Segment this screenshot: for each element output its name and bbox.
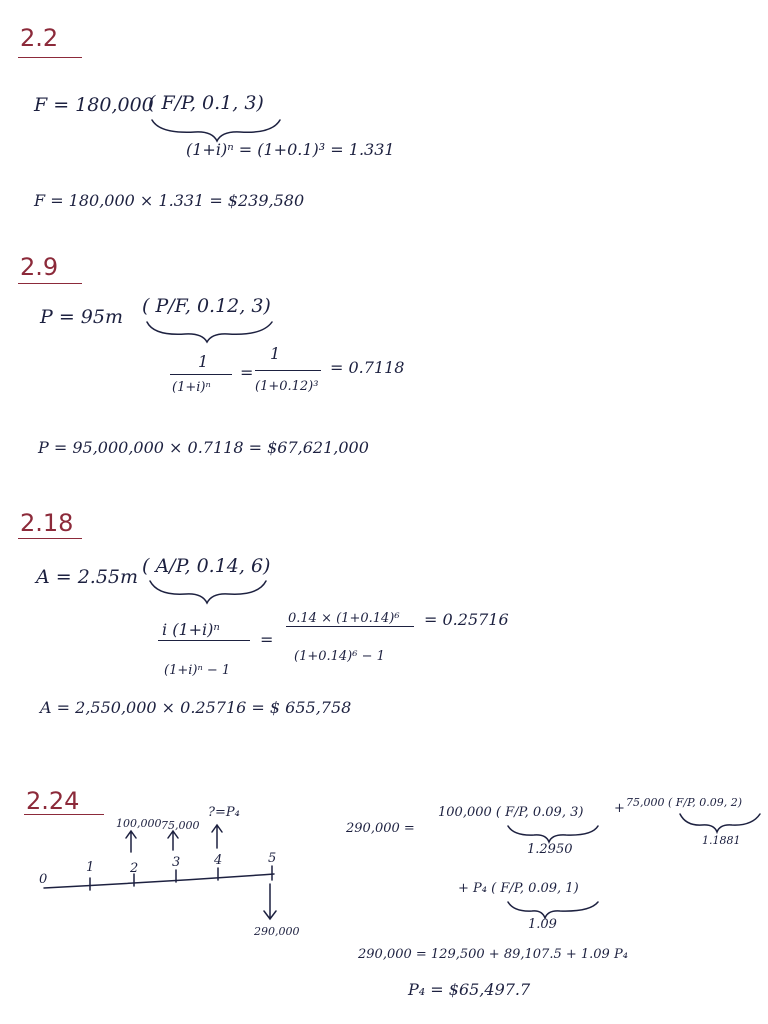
cash-flow-timeline — [44, 874, 274, 888]
fraction-denominator: (1+i)ⁿ − 1 — [164, 663, 231, 678]
factor-expansion: (1+i)ⁿ = (1+0.1)³ = 1.331 — [186, 140, 395, 159]
factor-value: 1.09 — [528, 917, 557, 932]
factor-result: = 0.25716 — [424, 610, 509, 629]
final-answer: P₄ = $65,497.7 — [408, 980, 531, 999]
underbrace-2-2 — [152, 120, 280, 141]
timeline-tick-label: 1 — [86, 860, 95, 875]
fraction-bar — [158, 640, 250, 641]
underbrace-2-18 — [150, 581, 266, 603]
timeline-tick-label: 3 — [172, 855, 181, 870]
final-answer: A = 2,550,000 × 0.25716 = $ 655,758 — [40, 698, 352, 717]
problem-heading-2-2: 2.2 — [20, 24, 59, 52]
fraction-bar — [255, 370, 321, 371]
up-arrow-2 — [126, 831, 136, 852]
fraction-numerator: i (1+i)ⁿ — [162, 620, 220, 639]
timeline-tick-label: 0 — [39, 872, 48, 887]
equation-lhs: A = 2.55m — [36, 566, 139, 588]
factor-result: = 0.7118 — [330, 358, 405, 377]
fraction-denominator: (1+0.12)³ — [255, 379, 319, 394]
underbrace-2-24-a — [508, 826, 598, 842]
cash-flow-label: 290,000 — [254, 925, 300, 938]
fraction-denominator: (1+i)ⁿ — [172, 380, 211, 395]
final-answer: P = 95,000,000 × 0.7118 = $67,621,000 — [38, 438, 369, 457]
underbrace-2-24-b — [680, 814, 760, 832]
equation-line: 290,000 = 129,500 + 89,107.5 + 1.09 P₄ — [358, 947, 628, 962]
factor-notation: ( F/P, 0.1, 3) — [148, 92, 264, 114]
factor-notation: ( A/P, 0.14, 6) — [142, 555, 271, 577]
equals-sign: = — [240, 363, 254, 382]
fraction-numerator: 0.14 × (1+0.14)⁶ — [288, 611, 400, 626]
heading-underline — [18, 283, 82, 284]
equation-lhs: P = 95m — [40, 306, 123, 328]
equation-operator: + — [614, 801, 625, 816]
cash-flow-label: ?=P₄ — [208, 805, 240, 820]
equals-sign: = — [260, 630, 274, 649]
equation-term: 100,000 ( F/P, 0.09, 3) — [438, 805, 584, 820]
problem-heading-2-24: 2.24 — [26, 787, 80, 815]
factor-value: 1.1881 — [702, 834, 741, 847]
cash-flow-label: 100,000 — [116, 817, 162, 830]
up-arrow-3 — [168, 831, 178, 850]
problem-heading-2-18: 2.18 — [20, 509, 74, 537]
heading-underline — [18, 538, 82, 539]
equation-lhs: F = 180,000 — [34, 94, 154, 116]
equation-lhs: 290,000 = — [346, 821, 415, 836]
down-arrow-5 — [264, 884, 276, 919]
cash-flow-label: 75,000 — [161, 819, 200, 832]
fraction-numerator: 1 — [270, 344, 281, 363]
fraction-bar — [286, 626, 414, 627]
underbrace-2-24-c — [508, 902, 598, 918]
up-arrow-4 — [212, 825, 222, 848]
equation-term: 75,000 ( F/P, 0.09, 2) — [626, 796, 743, 809]
fraction-bar — [170, 374, 232, 375]
factor-notation: ( P/F, 0.12, 3) — [142, 295, 271, 317]
timeline-tick-label: 4 — [214, 853, 223, 868]
timeline-tick-label: 5 — [268, 851, 277, 866]
problem-heading-2-9: 2.9 — [20, 253, 59, 281]
underbrace-2-9 — [147, 322, 272, 342]
heading-underline — [18, 57, 82, 58]
final-answer: F = 180,000 × 1.331 = $239,580 — [34, 191, 305, 210]
fraction-numerator: 1 — [198, 352, 209, 371]
equation-term: + P₄ ( F/P, 0.09, 1) — [458, 881, 579, 896]
heading-underline — [24, 814, 104, 815]
fraction-denominator: (1+0.14)⁶ − 1 — [294, 649, 385, 664]
timeline-tick-label: 2 — [130, 861, 139, 876]
factor-value: 1.2950 — [527, 842, 573, 857]
